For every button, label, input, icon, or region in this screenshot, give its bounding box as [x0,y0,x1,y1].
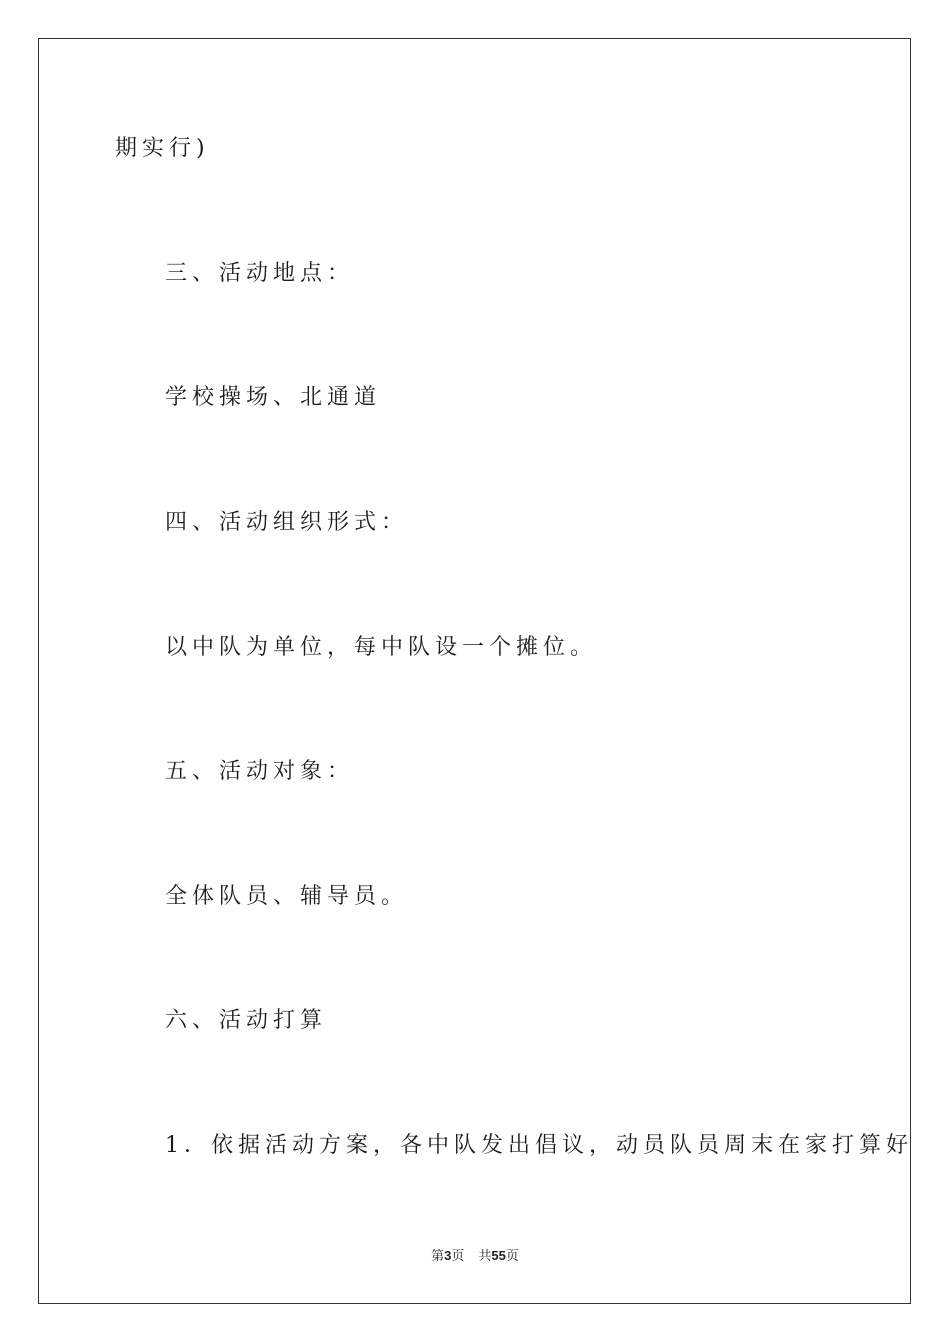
section-heading-preparation: 六、活动打算 [165,1008,328,1033]
section-heading-location: 三、活动地点： [165,261,355,286]
footer-page-number: 3 [444,1248,452,1263]
text-line-preparation-item-1: 1．依据活动方案，各中队发出倡议，动员队员周末在家打算好 [165,1133,913,1158]
page-border [38,38,911,1304]
text-line-organization: 以中队为单位，每中队设一个摊位。 [165,635,598,660]
section-heading-organization: 四、活动组织形式： [165,510,409,535]
footer-total-suffix: 页 [505,1249,519,1264]
page-footer [0,1247,950,1266]
footer-total-prefix: 共 [478,1249,492,1264]
section-heading-participants: 五、活动对象： [165,759,355,784]
text-line-participants: 全体队员、辅导员。 [165,884,409,909]
footer-page-prefix: 第 [431,1249,445,1264]
text-line-continuation: 期实行) [115,136,210,161]
footer-total-pages: 55 [491,1248,506,1263]
text-line-location: 学校操场、北通道 [165,385,382,410]
footer-page-suffix: 页 [451,1249,465,1264]
